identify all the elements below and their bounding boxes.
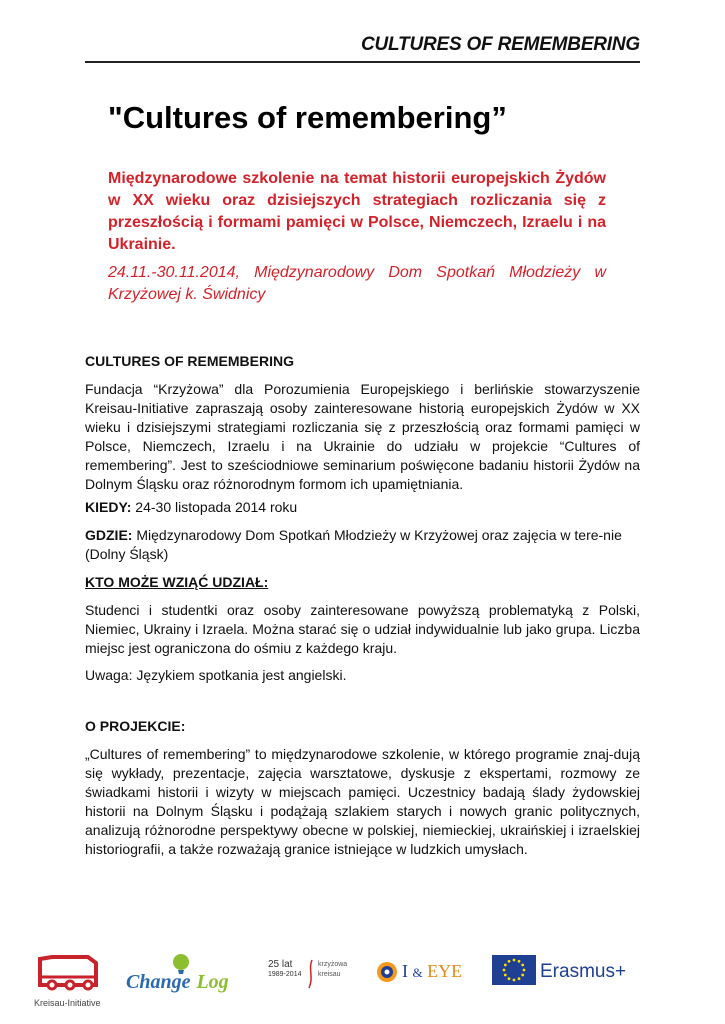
document-title: "Cultures of remembering” xyxy=(108,100,507,135)
krzyzowa-years: 25 lat xyxy=(268,959,293,970)
when-value: 24-30 listopada 2014 roku xyxy=(131,499,298,515)
where-label: GDZIE: xyxy=(85,527,133,543)
about-heading: O PROJEKCIE: xyxy=(85,718,186,734)
where-value: Międzynarodowy Dom Spotkań Młodzieży w Krzyżowej oraz zajęcia w tere-nie (Dolny Śląsk) xyxy=(85,527,622,562)
intro-paragraph: Fundacja “Krzyżowa” dla Porozumienia Europejskiego i berlińskie stowarzyszenie Kreisau-Initiative zapraszają osoby zainteresowane historią europejskich Żydów w XX wieku i dzisiejszymi strategiami rozliczania się z przeszłością oraz formami pamięci w Polsce, Niemczech, Izraelu i na Ukrainie do udziału w projekcie “Cultures of remembering”. Jest to sześciodniowe seminarium poświęcone badaniu historii Żydów na Dolnym Śląsku oraz różnorodnym formom ich upamiętniania. xyxy=(85,381,640,492)
partner-logos xyxy=(30,945,695,1015)
event-dates-location: 24.11.-30.11.2014, Międzynarodowy Dom Spotkań Młodzieży w Krzyżowej k. Świdnicy xyxy=(108,264,606,303)
krzyzowa-sub: kreisau xyxy=(318,971,341,978)
kreisau-text: Kreisau-Initiative xyxy=(34,998,101,1008)
ieye-eye: EYE xyxy=(427,961,463,981)
when-label: KIEDY: xyxy=(85,499,132,515)
erasmus-text: Erasmus+ xyxy=(540,961,627,982)
page-header xyxy=(85,30,640,63)
kreisau-initiative-logo xyxy=(34,949,106,1011)
eye-icon xyxy=(376,961,398,983)
i-and-eye-logo xyxy=(376,959,472,991)
krzyzowa-range: 1989-2014 xyxy=(268,971,302,978)
language-note: Uwaga: Językiem spotkania jest angielski. xyxy=(85,667,347,683)
changelog-word-change: Change xyxy=(126,971,191,993)
ieye-i: I xyxy=(402,961,408,981)
changelog-logo xyxy=(126,953,236,1009)
about-paragraph: „Cultures of remembering” to międzynarodowe szkolenie, w którego programie znaj-dują się wykłady, prezentacje, zajęcia warsztatowe, dyskusje z ekspertami, rozmowy ze świadkami historii i wizyty w miejscach pamięci. Uczestnicy badają ślady żydowskiej historii na Dolnym Śląsku i podążają szlakiem starych i nowych granic politycznych, analizują różnorodne perspektywy obecne w polskiej, niemieckiej, ukraińskiej i izraelskiej historiografii, a także rozważają granice istniejące w ludzkich umysłach. xyxy=(85,746,640,857)
section-heading: CULTURES OF REMEMBERING xyxy=(85,353,294,369)
header-title: CULTURES OF REMEMBERING xyxy=(361,34,640,55)
who-paragraph: Studenci i studentki oraz osoby zainteresowane powyższą problematyką z Polski, Niemiec, Ukrainy i Izraela. Można starać się o udział indywidualnie lub jako grupa. Liczba miejsc jest ograniczona do ośmiu z każdego kraju. xyxy=(85,602,640,656)
kreisau-emblem-icon xyxy=(34,949,106,991)
krzyzowa-name: krzyżowa xyxy=(318,961,348,968)
who-heading: KTO MOŻE WZIĄĆ UDZIAŁ: xyxy=(85,574,269,590)
where-line xyxy=(85,526,640,564)
document-subtitle: Międzynarodowe szkolenie na temat historii europejskich Żydów w XX wieku oraz dzisiejszych strategiach rozliczania się z przeszłością i formami pamięci w Polsce, Niemczech, Izraelu i na Ukrainie. xyxy=(108,170,606,253)
ieye-amp: & xyxy=(412,965,423,980)
eu-flag-icon xyxy=(492,955,536,985)
krzyzowa-divider-icon xyxy=(306,959,316,989)
when-line xyxy=(85,498,640,517)
krzyzowa-25-years-logo xyxy=(268,959,348,999)
changelog-word-log: Log xyxy=(196,971,229,993)
erasmus-plus-logo xyxy=(492,955,632,989)
